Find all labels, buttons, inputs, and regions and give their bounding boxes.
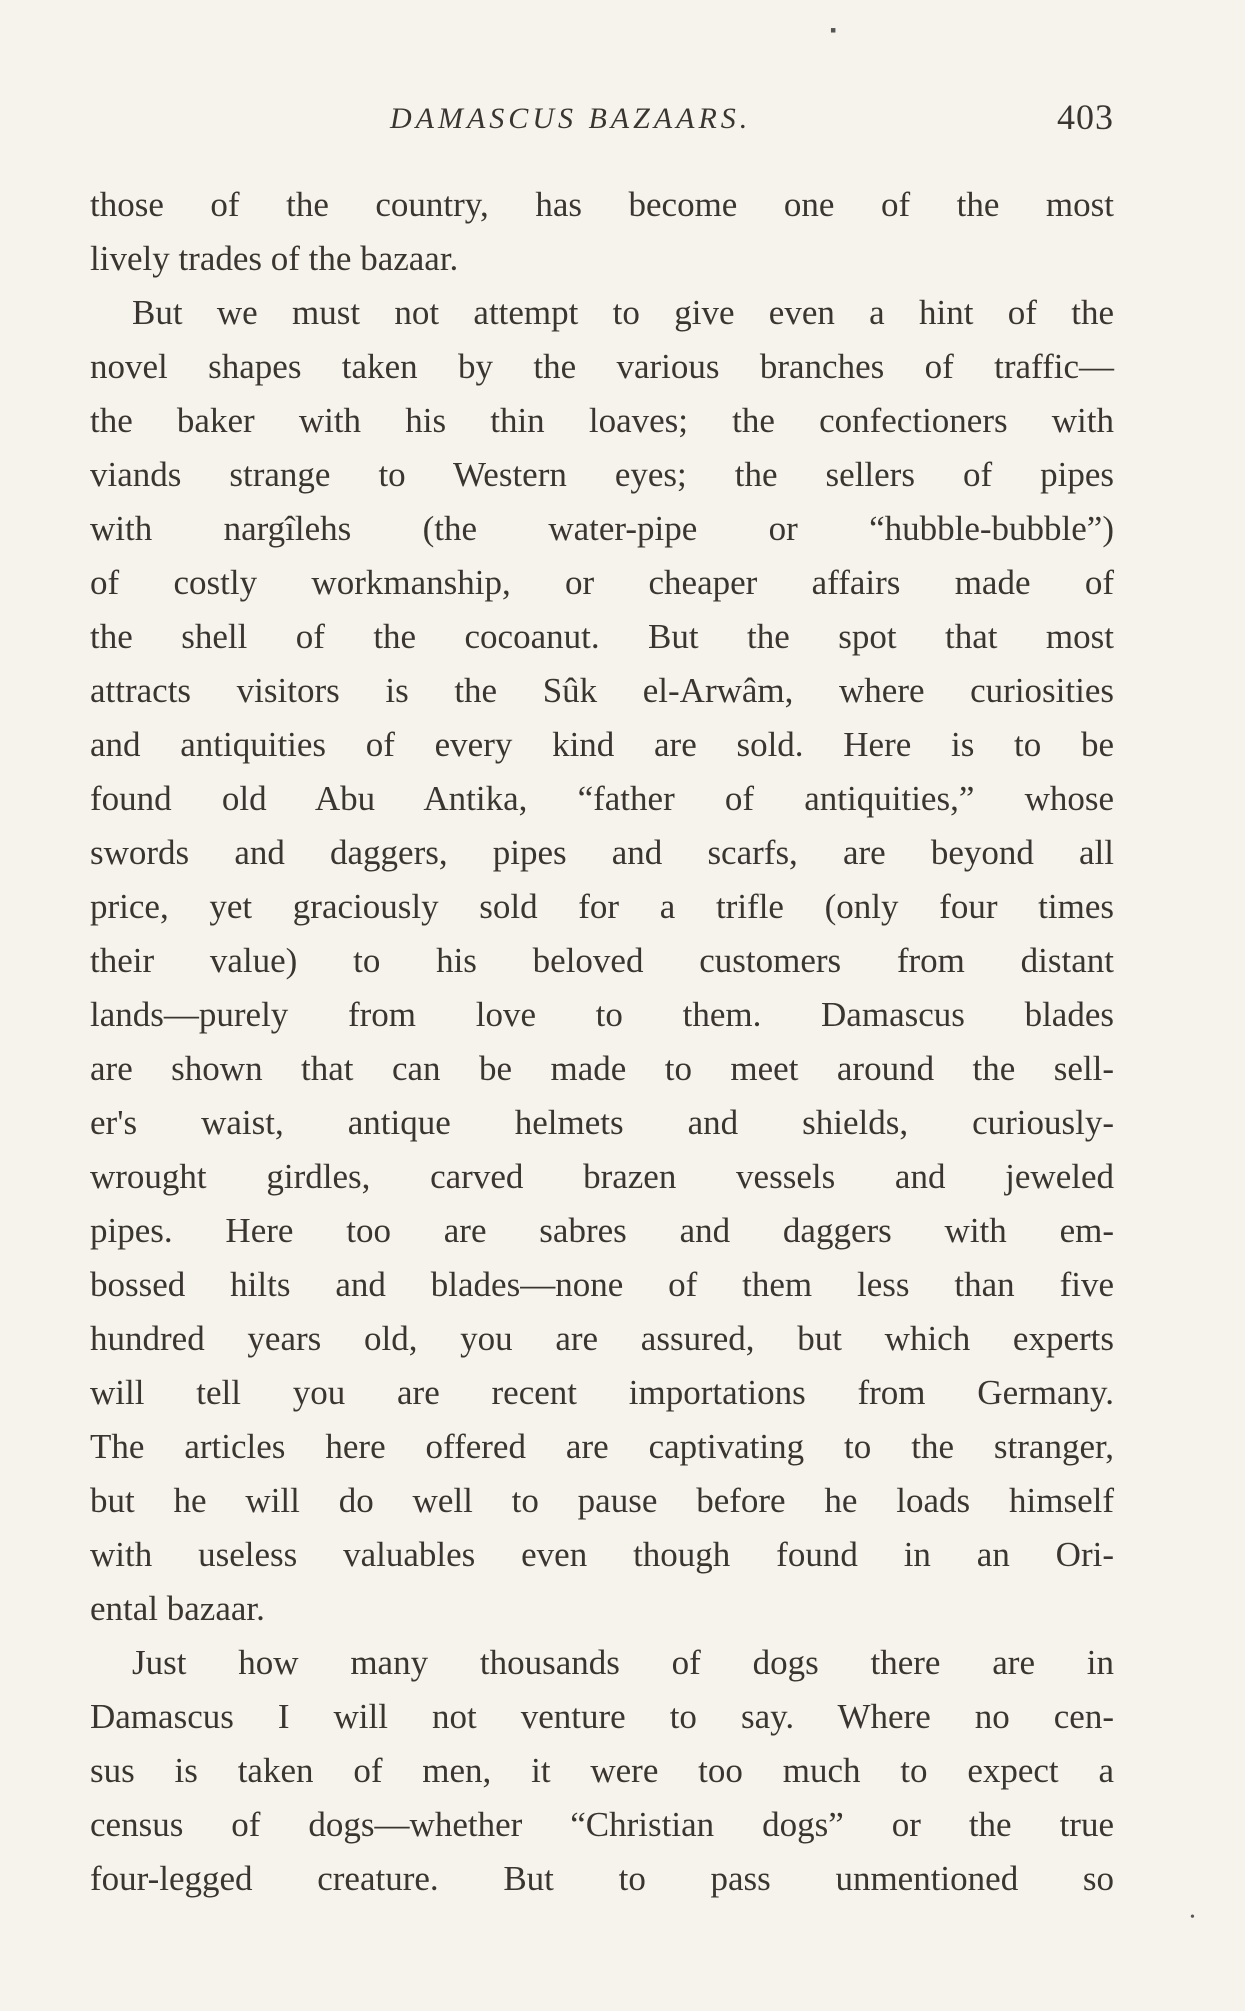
text-line: with nargîlehs (the water-pipe or “hubble-bubble”) (90, 509, 1114, 548)
text-line: swords and daggers, pipes and scarfs, are beyond all (90, 833, 1114, 872)
text-line: Just how many thousands of dogs there are in (132, 1643, 1114, 1682)
page-number: 403 (1057, 97, 1114, 137)
text-line: er's waist, antique helmets and shields, curiously- (90, 1103, 1114, 1142)
text-line: will tell you are recent importations from Germany. (90, 1373, 1114, 1412)
text-line: wrought girdles, carved brazen vessels and jeweled (90, 1157, 1114, 1196)
text-line: Damascus I will not venture to say. Where no cen- (90, 1697, 1114, 1736)
body-text (90, 178, 1114, 1906)
text-line: are shown that can be made to meet around the sell- (90, 1049, 1114, 1088)
print-speck-top: ▪ (830, 20, 837, 40)
page-header (90, 96, 1114, 146)
text-line: novel shapes taken by the various branches of traffic— (90, 347, 1114, 386)
running-title: DAMASCUS BAZAARS. (390, 102, 752, 135)
text-line: attracts visitors is the Sûk el-Arwâm, where curiosities (90, 671, 1114, 710)
text-line: census of dogs—whether “Christian dogs” or the true (90, 1805, 1114, 1844)
text-line: price, yet graciously sold for a trifle (only four times (90, 887, 1114, 926)
text-line: four-legged creature. But to pass unmentioned so (90, 1859, 1114, 1898)
text-line: with useless valuables even though found in an Ori- (90, 1535, 1114, 1574)
text-line: But we must not attempt to give even a hint of the (132, 293, 1114, 332)
print-speck-bottom: • (1190, 1910, 1195, 1925)
text-line: those of the country, has become one of the most (90, 185, 1114, 224)
text-line: the shell of the cocoanut. But the spot that most (90, 617, 1114, 656)
text-line: pipes. Here too are sabres and daggers with em- (90, 1211, 1114, 1250)
text-line: their value) to his beloved customers from distant (90, 941, 1114, 980)
text-line: found old Abu Antika, “father of antiquities,” whose (90, 779, 1114, 818)
text-line: lively trades of the bazaar. (90, 239, 459, 278)
text-line: ental bazaar. (90, 1589, 265, 1628)
text-line: but he will do well to pause before he loads himself (90, 1481, 1114, 1520)
text-line: hundred years old, you are assured, but which experts (90, 1319, 1114, 1358)
text-line: bossed hilts and blades—none of them less than five (90, 1265, 1114, 1304)
text-line: lands—purely from love to them. Damascus blades (90, 995, 1114, 1034)
text-line: and antiquities of every kind are sold. Here is to be (90, 725, 1114, 764)
text-line: The articles here offered are captivating to the stranger, (90, 1427, 1114, 1466)
text-line: viands strange to Western eyes; the sellers of pipes (90, 455, 1114, 494)
text-line: the baker with his thin loaves; the confectioners with (90, 401, 1114, 440)
text-line: sus is taken of men, it were too much to expect a (90, 1751, 1114, 1790)
text-line: of costly workmanship, or cheaper affairs made of (90, 563, 1114, 602)
